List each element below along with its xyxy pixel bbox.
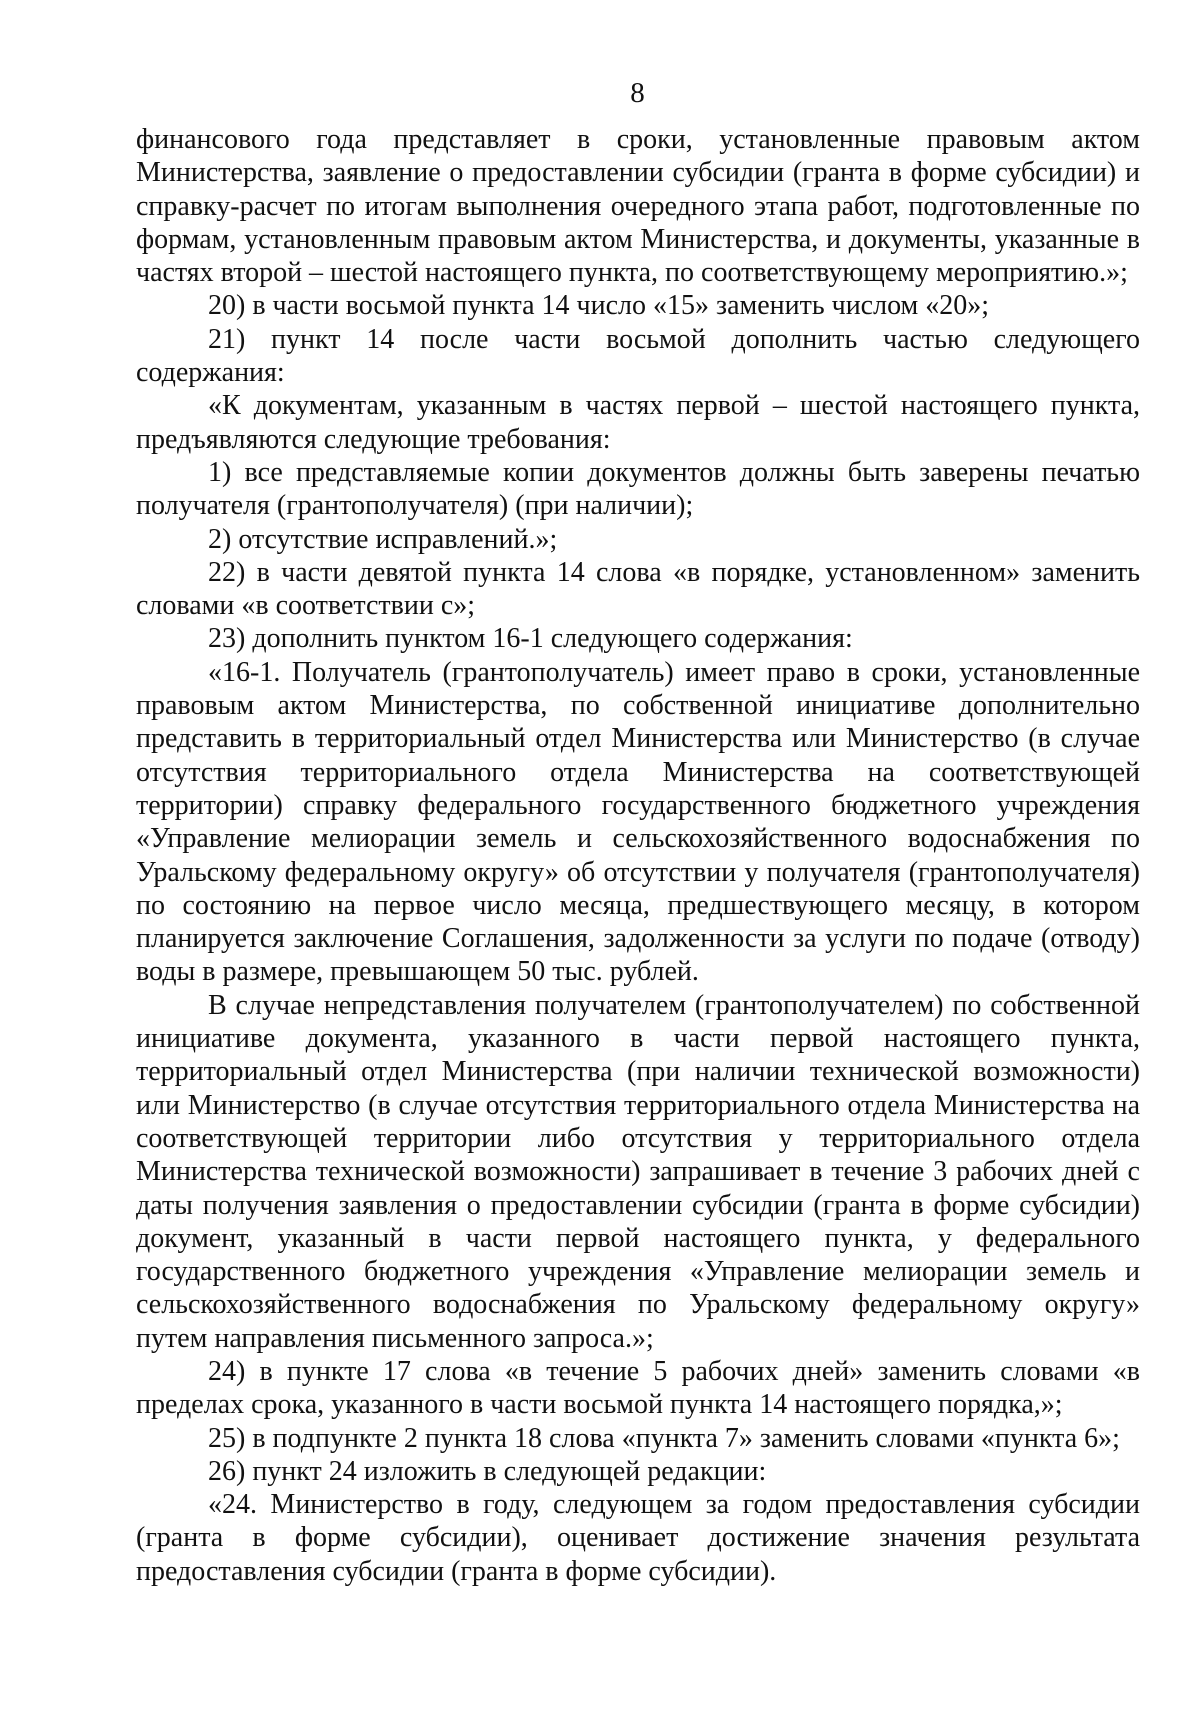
paragraph: «16-1. Получатель (грантополучатель) имеет право в сроки, установленные правовым актом Министерства, по собственной инициативе дополнительно представить в территориальный отдел Министерства или Министерство (в случае отсутствия территориального отдела Министерства на соответствующей территории) справку федерального государственного бюджетного учреждения «Управление мелиорации земель и сельскохозяйственного водоснабжения по Уральскому федеральному округу» об отсутствии у получателя (грантополучателя) по состоянию на первое число месяца, предшествующего месяцу, в котором планируется заключение Соглашения, задолженности за услуги по подаче (отводу) воды в размере, превышающем 50 тыс. рублей. bbox=[136, 656, 1140, 988]
paragraph: 25) в подпункте 2 пункта 18 слова «пункта 7» заменить словами «пункта 6»; bbox=[208, 1422, 1120, 1454]
paragraph: «24. Министерство в году, следующем за годом предоставления субсидии (гранта в форме субсидии), оценивает достижение значения результата предоставления субсидии (гранта в форме субсидии). bbox=[136, 1489, 1140, 1587]
paragraph: 2) отсутствие исправлений.»; bbox=[208, 523, 558, 555]
paragraph: 24) в пункте 17 слова «в течение 5 рабочих дней» заменить словами «в пределах срока, указанного в части восьмой пункта 14 настоящего порядка,»; bbox=[136, 1355, 1140, 1421]
paragraph: 26) пункт 24 изложить в следующей редакции: bbox=[208, 1455, 767, 1487]
document-body bbox=[136, 123, 1140, 1588]
paragraph: 23) дополнить пунктом 16-1 следующего содержания: bbox=[208, 623, 853, 655]
paragraph: финансового года представляет в сроки, установленные правовым актом Министерства, заявление о предоставлении субсидии (гранта в форме субсидии) и справку-расчет по итогам выполнения очередного этапа работ, подготовленные по формам, установленным правовым актом Министерства, и документы, указанные в частях второй – шестой настоящего пункта, по соответствующему мероприятию.»; bbox=[136, 124, 1140, 289]
paragraph: 22) в части девятой пункта 14 слова «в порядке, установленном» заменить словами «в соответствии с»; bbox=[136, 556, 1140, 622]
paragraph: «К документам, указанным в частях первой – шестой настоящего пункта, предъявляются следующие требования: bbox=[136, 390, 1140, 455]
page-number: 8 bbox=[630, 77, 645, 109]
paragraph: 1) все представляемые копии документов должны быть заверены печатью получателя (грантополучателя) (при наличии); bbox=[136, 456, 1140, 522]
paragraph: В случае непредставления получателем (грантополучателем) по собственной инициативе документа, указанного в части первой настоящего пункта, территориальный отдел Министерства (при наличии технической возможности) или Министерство (в случае отсутствия территориального отдела Министерства на соответствующей территории либо отсутствия у территориального отдела Министерства технической возможности) запрашивает в течение 3 рабочих дней с даты получения заявления о предоставлении субсидии (гранта в форме субсидии) документ, указанный в части первой настоящего пункта, у федерального государственного бюджетного учреждения «Управление мелиорации земель и сельскохозяйственного водоснабжения по Уральскому федеральному округу» путем направления письменного запроса.»; bbox=[136, 989, 1140, 1354]
paragraph: 20) в части восьмой пункта 14 число «15» заменить числом «20»; bbox=[208, 290, 990, 322]
paragraph: 21) пункт 14 после части восьмой дополнить частью следующего содержания: bbox=[136, 323, 1140, 389]
